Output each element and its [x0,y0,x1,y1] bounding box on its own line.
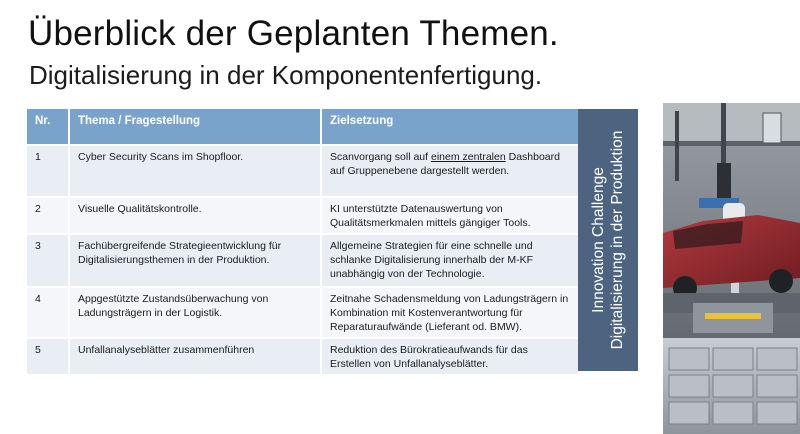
banner-line-2: Digitalisierung in der Produktion [609,130,626,350]
cell-nr: 5 [27,338,69,374]
cell-zielsetzung: KI unterstützte Datenauswertung von Qualitätsmerkmalen mittels gängiger Tools. [321,197,578,234]
table-row [27,338,578,374]
cell-nr: 4 [27,287,69,338]
table-row [27,287,578,338]
cell-thema: Unfallanalyseblätter zusammenführen [69,338,321,374]
banner-line-1: Innovation Challenge [590,167,607,313]
cell-thema: Visuelle Qualitätskontrolle. [69,197,321,234]
table-row [27,197,578,234]
cell-zielsetzung: Reduktion des Bürokratieaufwands für das Erstellen von Unfallanalyseblätter. [321,338,578,374]
table-row [27,145,578,197]
innovation-challenge-banner [578,109,638,371]
cell-nr: 3 [27,234,69,287]
ziel-text: Dashboard auf Gruppenebene dargestellt werden. [330,151,560,177]
cell-nr: 2 [27,197,69,234]
cell-nr: 1 [27,145,69,197]
slide-subtitle: Digitalisierung in der Komponentenfertigung. [29,60,543,90]
table-row [27,234,578,287]
topics-table [27,109,578,374]
cell-zielsetzung: Allgemeine Strategien für eine schnelle und schlanke Digitalisierung innerhalb der M-KF unabhängig von der Technologie. [321,234,578,287]
header-zielsetzung: Zielsetzung [321,109,578,145]
slide-title: Überblick der Geplanten Themen. [28,14,559,53]
cell-thema: Appgestützte Zustandsüberwachung von Ladungsträgern in der Logistik. [69,287,321,338]
table-header-row [27,109,578,145]
factory-photo [663,103,800,434]
header-nr: Nr. [27,109,69,145]
cell-thema: Fachübergreifende Strategieentwicklung für Digitalisierungsthemen in der Produktion. [69,234,321,287]
ziel-text: Scanvorgang soll auf [330,151,431,163]
banner-text [589,109,627,371]
cell-zielsetzung: Zeitnahe Schadensmeldung von Ladungsträgern in Kombination mit Kostenverantwortung für Reparaturaufwände (Lieferant od. BMW). [321,287,578,338]
cell-thema: Cyber Security Scans im Shopfloor. [69,145,321,197]
cell-zielsetzung [321,145,578,197]
header-thema: Thema / Fragestellung [69,109,321,145]
ziel-underlined-text: einem zentralen [430,151,506,163]
